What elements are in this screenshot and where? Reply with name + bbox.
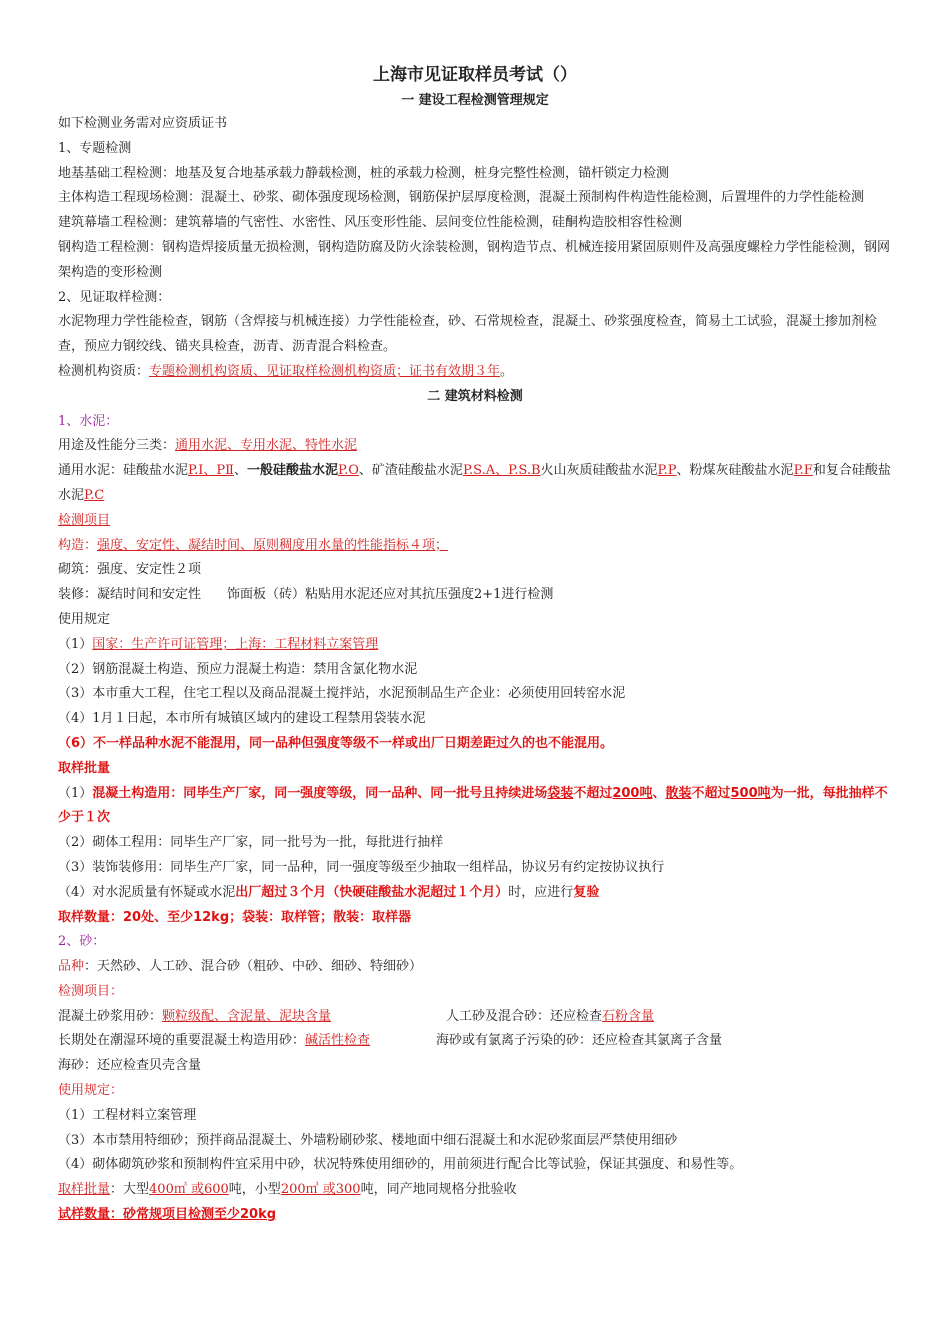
cement-rule-4: （4）1月１日起，本市所有城镇区域内的建设工程禁用袋装水泥: [58, 711, 426, 727]
sand-test-row-2: [58, 1029, 892, 1054]
batch-1-bulk: 散装: [665, 785, 692, 801]
batch-1-text-e: 、: [652, 785, 666, 801]
sand-variety-line: [58, 955, 892, 980]
section-2-heading: 二 建筑材料检测: [427, 388, 523, 404]
batch-1-bagged: 袋装: [547, 785, 574, 801]
decoration-line: 装修：凝结时间和安定性 饰面板（砖）粘贴用水泥还应对其抗压强度2+1进行检测: [58, 587, 554, 603]
cement-batch-2: （2）砌体工程用：同毕生产厂家，同一批号为一批，每批进行抽样: [58, 835, 444, 851]
sand-rule-4: （4）砌体砌筑砂浆和预制构件宜采用中砂，状况特殊使用细砂的，用前须进行配合比等试验，保证其强度、和易性等。: [58, 1157, 743, 1173]
sand-batch-text-e: 吨，同产地同规格分批验收: [360, 1182, 517, 1198]
mortar-sand-label: 混凝土砂浆用砂：: [58, 1008, 163, 1024]
mortar-sand-cell: [58, 1005, 446, 1030]
sand-sample-quantity: 试样数量：砂常规项目检测至少20kg: [58, 1207, 277, 1223]
batch-4-text-c: 时，应进行: [508, 884, 574, 900]
sea-sand-line: 海砂：还应检查贝壳含量: [58, 1058, 202, 1074]
gc-text-3: 、: [233, 463, 247, 479]
batch-1-text-a: 混凝土构造用：同毕生产厂家，同一强度等级，同一品种、同一批号且持续进场: [92, 785, 548, 801]
section-1-heading: 一 建设工程检测管理规定: [401, 93, 549, 108]
sand-heading: 2、砂：: [58, 934, 106, 950]
gc-code-pi-pii: P.Ⅰ、PⅡ: [188, 463, 234, 479]
sand-variety-label: 品种: [58, 959, 85, 975]
gc-text-6: 、矿渣硅酸盐水泥: [358, 463, 463, 479]
cement-rule-1: [58, 633, 892, 658]
special-testing-heading: 1、专题检测: [58, 140, 132, 156]
intro-line: 如下检测业务需对应资质证书: [58, 116, 228, 131]
qualification-text: 专题检测机构资质、见证取样检测机构资质；证书有效期３年: [149, 363, 501, 379]
rule-1-prefix: （1）: [58, 636, 93, 652]
gc-ordinary-cement: 一般硅酸盐水泥: [247, 463, 339, 479]
sand-test-row-1: [58, 1005, 892, 1030]
cement-sample-quantity: 取样数量：20处、至少12kg；袋装：取样管；散装：取样器: [58, 909, 412, 925]
cement-rule-6: （6）不一样品种水泥不能混用，同一品种但强度等级不一样或出厂日期差距过久的也不能混用。: [58, 735, 614, 751]
cement-use-text: 通用水泥、专用水泥、特性水泥: [175, 438, 358, 454]
steel-structure-testing: 钢构造工程检测：钢构造焊接质量无损检测，钢构造防腐及防火涂装检测，钢构造节点、机械连接用紧固原则件及高强度螺栓力学性能检测，钢网架构造的变形检测: [58, 239, 891, 280]
cement-batch-4: [58, 881, 892, 906]
gc-text-12: 和复合硅酸盐水泥: [58, 463, 891, 503]
cement-batch-label: 取样批量: [58, 760, 111, 776]
document-title: 上海市见证取样员考试（）: [373, 65, 577, 85]
sand-rule-3: （3）本市禁用特细砂；预拌商品混凝土、外墙粉刷砂浆、楼地面中细石混凝土和水泥砂浆面层严禁使用细砂: [58, 1132, 678, 1148]
batch-1-text-i: 为一批，每批抽样不少于１次: [58, 785, 888, 826]
batch-4-retest: 复验: [573, 884, 600, 900]
sand-batch-line: [58, 1178, 892, 1203]
cement-use-label: 用途及性能分三类：: [58, 438, 176, 454]
sand-variety-text: ：天然砂、人工砂、混合砂（粗砂、中砂、细砂、特细砂）: [84, 959, 423, 975]
cement-rule-3: （3）本市重大工程，住宅工程以及商品混凝土搅拌站，水泥预制品生产企业：必须使用回转窑水泥: [58, 686, 626, 702]
chloride-sand-cell: 海砂或有氯离子污染的砂：还应检查其氯离子含量: [436, 1033, 723, 1049]
sand-batch-text-c: 吨，小型: [228, 1182, 281, 1198]
sand-batch-small: 200㎥ 或300: [280, 1182, 361, 1198]
qualification-end: 。: [500, 363, 514, 379]
batch-1-500t: 500吨: [730, 785, 771, 801]
sand-rules-label: 使用规定：: [58, 1083, 124, 1099]
gc-code-psa-psb: P.S.A、P.S.B: [462, 463, 541, 479]
sand-test-items-label: 检测项目：: [58, 983, 124, 999]
sand-batch-label: 取样批量: [58, 1182, 111, 1198]
batch-1-text-c: 不超过: [573, 785, 613, 801]
foundation-testing: 地基基础工程检测：地基及复合地基承载力静载检测，桩的承载力检测，桩身完整性检测，锚杆锁定力检测: [58, 165, 670, 181]
witness-sampling-heading: 2、见证取样检测：: [58, 289, 171, 305]
witness-sampling-text: 水泥物理力学性能检查，钢筋（含焊接与机械连接）力学性能检查，砂、石常规检查，混凝土、砂浆强度检查，简易土工试验，混凝土掺加剂检查，预应力钢绞线、锚夹具检查，沥青、沥青混合料检查。: [58, 314, 878, 355]
gc-code-pf: P.F: [793, 463, 813, 479]
curtain-wall-testing: 建筑幕墙工程检测：建筑幕墙的气密性、水密性、风压变形性能、层间变位性能检测，硅酮构造胶相容性检测: [58, 215, 683, 231]
qualification-line: [58, 360, 892, 385]
construct-text: 强度、安定性、凝结时间、原则稠度用水量的性能指标４项；: [97, 537, 449, 553]
gc-code-pp: P.P: [657, 463, 677, 479]
manmade-sand-item: 石粉含量: [602, 1008, 655, 1024]
sand-batch-text-a: ：大型: [110, 1182, 150, 1198]
gc-code-pc: P.C: [84, 487, 105, 503]
batch-1-200t: 200吨: [612, 785, 653, 801]
cement-batch-1: [58, 782, 892, 832]
cement-rules-label: 使用规定: [58, 611, 111, 627]
cement-rule-2: （2）钢筋混凝土构造、预应力混凝土构造：禁用含氯化物水泥: [58, 661, 418, 677]
gc-text-10: 、粉煤灰硅酸盐水泥: [676, 463, 794, 479]
cement-heading: 1、水泥：: [58, 413, 119, 429]
qualification-label: 检测机构资质：: [58, 363, 150, 379]
rule-1-text: 国家：生产许可证管理；上海：工程材料立案管理: [92, 636, 379, 652]
cement-batch-3: （3）装饰装修用：同毕生产厂家，同一品种，同一强度等级至少抽取一组样品，协议另有约定按协议执行: [58, 859, 665, 875]
humid-sand-label: 长期处在潮湿环境的重要混凝土构造用砂：: [58, 1033, 306, 1049]
gc-code-po: P.O: [338, 463, 359, 479]
manmade-sand-cell: [446, 1005, 654, 1030]
batch-4-text-b: 出厂超过３个月（快硬硅酸盐水泥超过１个月）: [235, 884, 509, 900]
cement-use-line: [58, 434, 892, 459]
sand-batch-large: 400㎥ 或600: [149, 1182, 229, 1198]
sand-rule-1: （1）工程材料立案管理: [58, 1107, 197, 1123]
construct-label: 构造：: [58, 537, 98, 553]
humid-sand-cell: [58, 1029, 436, 1054]
batch-1-text-g: 不超过: [691, 785, 731, 801]
masonry-line: 砌筑：强度、安定性２项: [58, 562, 202, 578]
cement-test-items-label: 检测项目: [58, 512, 111, 528]
mortar-sand-items: 颗粒级配、含泥量、泥块含量: [162, 1008, 332, 1024]
batch-4-text-a: （4）对水泥质量有怀疑或水泥: [58, 884, 236, 900]
humid-sand-item: 碱活性检查: [305, 1033, 371, 1049]
gc-text-8: 火山灰质硅酸盐水泥: [540, 463, 658, 479]
structure-testing: 主体构造工程现场检测：混凝土、砂浆、砌体强度现场检测，钢筋保护层厚度检测，混凝土预制构件构造性能检测，后置埋件的力学性能检测: [58, 190, 865, 206]
batch-1-prefix: （1）: [58, 785, 93, 801]
construct-line: [58, 534, 892, 559]
gc-text-1: 通用水泥：硅酸盐水泥: [58, 463, 189, 479]
manmade-sand-label: 人工砂及混合砂：还应检查: [446, 1008, 603, 1024]
general-cement-line: [58, 459, 892, 509]
